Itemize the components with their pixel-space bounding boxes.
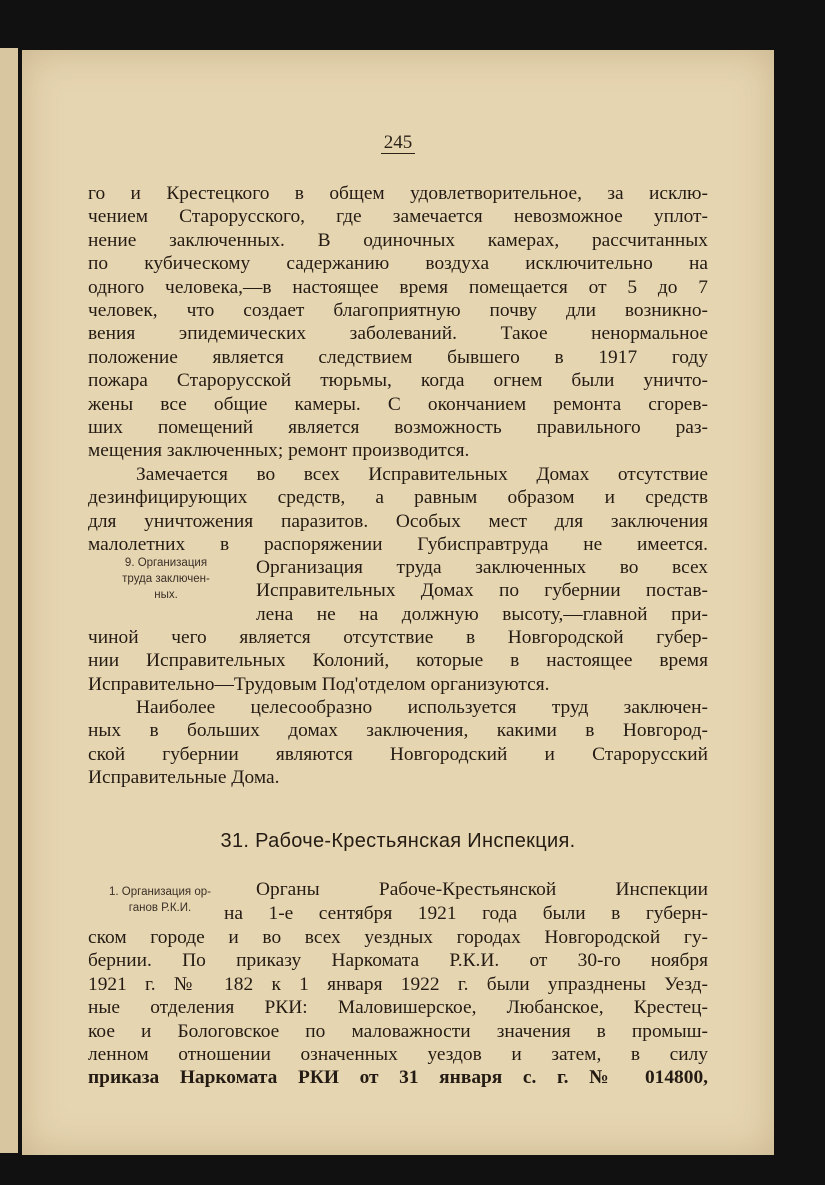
paragraph-4	[88, 696, 708, 790]
text-line: чением Старорусского, где замечается невозможное уплот-	[88, 206, 708, 228]
text-line: ском городе и во всех уездных городах Новгородской гу-	[88, 927, 708, 948]
paragraph-3	[88, 626, 708, 696]
text-line: вения эпидемических заболеваний. Такое ненормальное	[88, 323, 708, 345]
margin-note-1	[80, 884, 240, 916]
page-number: 245	[22, 132, 774, 154]
text-line: нии Исправительных Колоний, которые в настоящее время	[88, 650, 708, 672]
text-line: мещения заключенных; ремонт производится.	[88, 440, 470, 462]
text-line: Органы Рабоче-Крестьянской Инспекции	[256, 879, 708, 900]
text-line: бернии. По приказу Наркомата Р.К.И. от 30-го ноября	[88, 950, 708, 972]
text-line: го и Крестецкого в общем удовлетворительное, за исклю-	[88, 183, 708, 204]
text-line: ных в больших домах заключения, какими в Новгород-	[88, 720, 708, 742]
margin-note-line: 1. Организация ор-	[109, 886, 211, 898]
margin-note-9	[86, 555, 246, 603]
margin-note-line: ганов Р.К.И.	[128, 902, 192, 914]
adjacent-page-edge	[0, 48, 18, 1153]
text-line: ные отделения РКИ: Маловишерское, Любанское, Крестец-	[88, 997, 708, 1019]
paragraph-5-second	[224, 902, 708, 925]
text-line: пожара Старорусской тюрьмы, когда огнем были уничто-	[88, 370, 708, 392]
text-line: Замечается во всех Исправительных Домах отсутствие	[136, 464, 708, 485]
text-line: Наиболее целесообразно используется труд заключен-	[136, 697, 708, 718]
text-line: ленном отношении означенных уездов и затем, в силу	[88, 1044, 708, 1066]
text-line: одного человека,—в настоящее время помещается от 5 до 7	[88, 276, 708, 298]
text-line: приказа Наркомата РКИ от 31 января с. г. № 014800,	[88, 1067, 708, 1089]
margin-note-line: ных.	[154, 589, 178, 601]
text-line: Исправительных Домах по губернии постав-	[256, 580, 708, 602]
text-line: малолетних в распоряжении Губисправтруда не имеется.	[88, 534, 708, 556]
paragraph-1	[88, 182, 708, 463]
text-line: 1921 г. № 182 к 1 января 1922 г. были упразднены Уезд-	[88, 973, 708, 995]
text-line: Организация труда заключенных во всех	[256, 557, 708, 578]
paragraph-2	[88, 463, 708, 557]
paragraph-3-narrow	[256, 556, 708, 626]
section-heading: 31. Рабоче-Крестьянская Инспекция.	[220, 830, 576, 852]
paragraph-5-first	[256, 878, 708, 901]
text-line: человек, что создает благоприятную почву дли возникно-	[88, 300, 708, 322]
text-line: Исправительные Дома.	[88, 767, 280, 789]
text-line: нение заключенных. В одиночных камерах, рассчитанных	[88, 229, 708, 251]
margin-note-line: 9. Организация	[124, 557, 208, 569]
text-line: чиной чего является отсутствие в Новгородской губер-	[88, 627, 708, 648]
paragraph-5	[88, 926, 708, 1090]
text-line: дезинфицирующих средств, а равным образом и средств	[88, 487, 708, 509]
text-line: по кубическому садержанию воздуха исключительно на	[88, 253, 708, 275]
text-line: лена не на должную высоту,—главной при-	[256, 603, 708, 625]
margin-note-line: труда заключен-	[122, 573, 210, 585]
text-line: для уничтожения паразитов. Особых мест для заключения	[88, 510, 708, 532]
text-line: на 1-е сентября 1921 года были в губерн-	[224, 903, 708, 924]
text-line: кое и Бологовское по маловажности значения в промыш-	[88, 1020, 708, 1042]
text-line: ших помещений является возможность правильного раз-	[88, 417, 708, 439]
text-line: положение является следствием бывшего в 1917 году	[88, 346, 708, 368]
text-line: Исправительно—Трудовым Под'отделом организуются.	[88, 673, 550, 695]
book-page	[22, 50, 774, 1155]
text-line: ской губернии являются Новгородский и Старорусский	[88, 743, 708, 765]
text-line: жены все общие камеры. С окончанием ремонта сгорев-	[88, 393, 708, 415]
